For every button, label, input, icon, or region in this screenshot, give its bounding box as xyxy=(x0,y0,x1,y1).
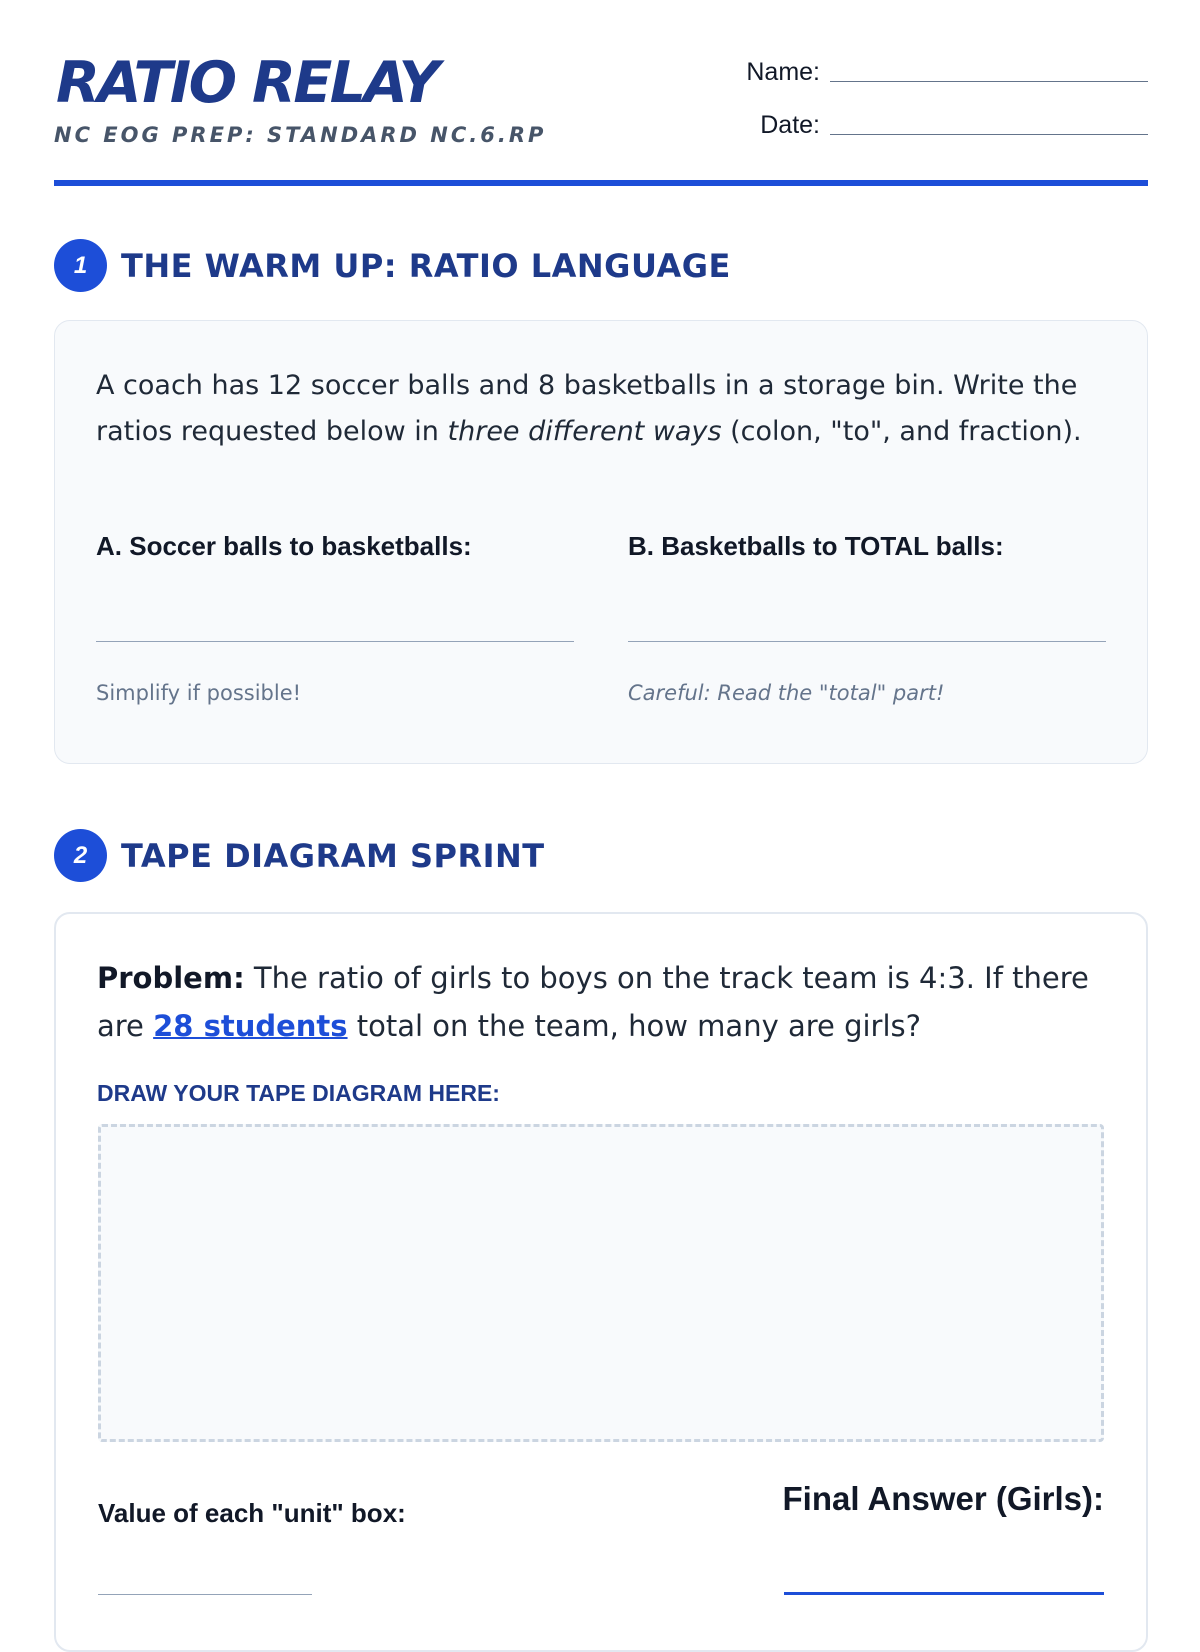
date-label: Date: xyxy=(760,111,820,139)
section-1-number-badge: 1 xyxy=(54,239,107,292)
section-2-number-badge: 2 xyxy=(54,829,107,882)
intro-text-end: (colon, "to", and fraction). xyxy=(721,416,1082,447)
worksheet-subtitle: NC EOG PREP: STANDARD NC.6.RP xyxy=(54,123,547,147)
part-a-label: A. Soccer balls to basketballs: xyxy=(96,531,472,561)
header-divider xyxy=(54,180,1148,186)
tape-diagram-drawing-area[interactable] xyxy=(98,1124,1104,1442)
final-answer-label: Final Answer (Girls): xyxy=(782,1480,1104,1517)
part-b xyxy=(628,531,1106,731)
tape-diagram-card xyxy=(54,912,1148,1652)
problem-prefix: Problem: xyxy=(97,961,245,995)
part-b-answer-line[interactable] xyxy=(628,641,1106,642)
part-a-hint: Simplify if possible! xyxy=(96,681,302,705)
warm-up-card xyxy=(54,320,1148,764)
part-a xyxy=(96,531,574,731)
section-1-title: THE WARM UP: RATIO LANGUAGE xyxy=(121,247,731,285)
unit-value-answer-line[interactable] xyxy=(98,1594,312,1595)
final-answer-line[interactable] xyxy=(784,1592,1104,1595)
name-line[interactable] xyxy=(830,81,1148,82)
part-a-answer-line[interactable] xyxy=(96,641,574,642)
problem-statement xyxy=(97,954,1107,1050)
date-line[interactable] xyxy=(830,134,1148,135)
worksheet-title: RATIO RELAY xyxy=(56,50,438,116)
highlighted-total: 28 students xyxy=(153,1009,348,1043)
problem-text-start: The ratio of girls to boys on the track team is 4:3. If there are xyxy=(97,961,1089,1043)
name-field[interactable] xyxy=(718,54,1148,90)
worksheet-page xyxy=(54,0,1148,1528)
section-2-heading xyxy=(54,829,1148,883)
diagram-label: DRAW YOUR TAPE DIAGRAM HERE: xyxy=(97,1080,500,1106)
intro-text-start: A coach has 12 soccer balls and 8 basketballs in a storage bin. Write the ratios requested below in xyxy=(96,370,1078,447)
worksheet-header xyxy=(54,0,1148,186)
part-b-hint: Careful: Read the "total" part! xyxy=(628,681,945,705)
name-label: Name: xyxy=(746,58,820,86)
warm-up-instructions xyxy=(96,363,1096,455)
date-field[interactable] xyxy=(718,107,1148,143)
unit-value-label: Value of each "unit" box: xyxy=(98,1498,406,1528)
intro-emphasis: three different ways xyxy=(447,416,722,447)
part-b-label: B. Basketballs to TOTAL balls: xyxy=(628,531,1004,561)
problem-text-end: total on the team, how many are girls? xyxy=(347,1009,922,1043)
section-1-heading xyxy=(54,239,1148,293)
section-2-title: TAPE DIAGRAM SPRINT xyxy=(121,837,545,875)
